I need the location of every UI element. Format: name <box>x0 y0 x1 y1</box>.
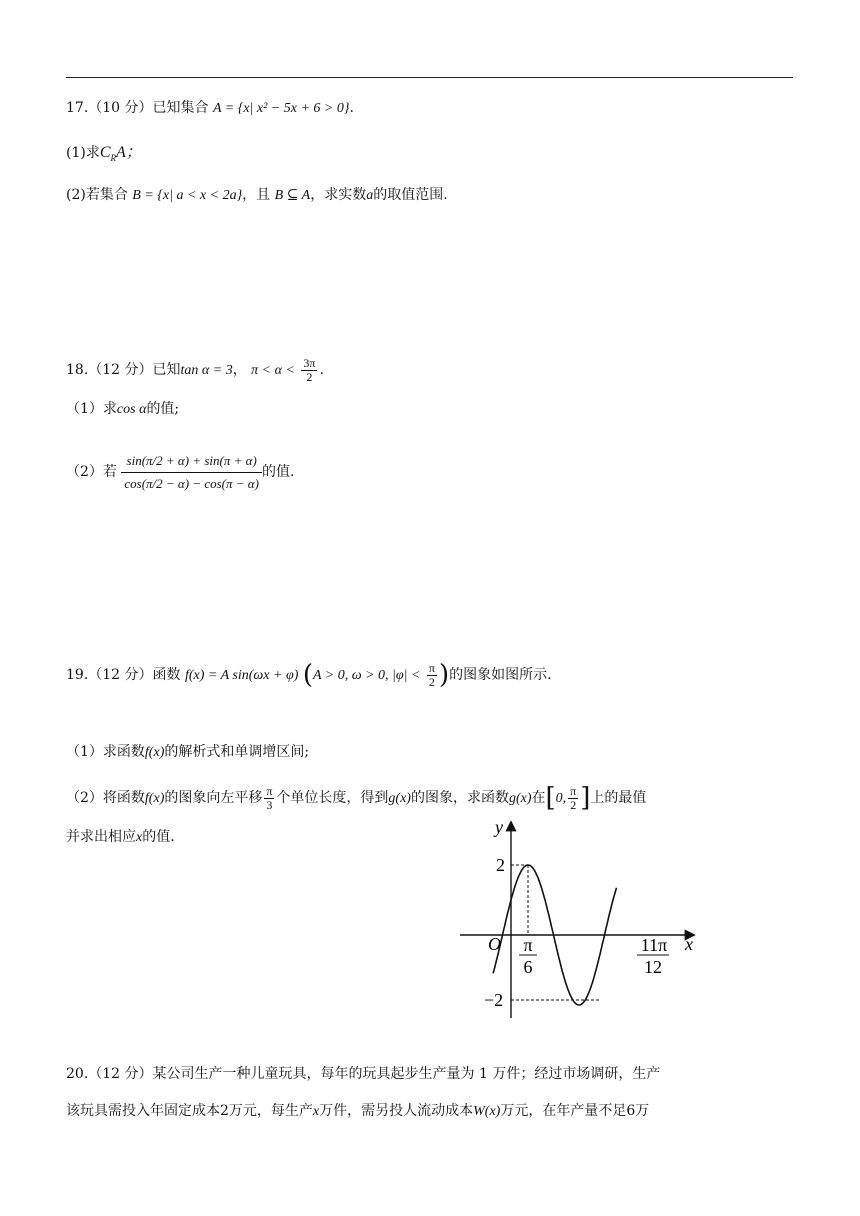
q17-complement: C <box>99 144 111 161</box>
y-min-label: −2 <box>484 990 504 1010</box>
q18-part1-prefix: （1）求 <box>66 401 117 417</box>
q19-shift-den: 3 <box>266 797 273 812</box>
q17-part1 <box>66 142 142 169</box>
q18-denominator: cos(π/2 − α) − cos(π − α) <box>124 475 259 491</box>
q19-header: 19.（12 分）函数 <box>66 667 181 683</box>
q19-part2: （2）将函数f(x)的图象向左平移 $\frac{\pi}{3}$ 个单位长度，得到g(x)的图象，求函数g(x)在[0, $\frac{\pi}{2}$ ]上的最值 <box>66 783 647 813</box>
q19-part1-prefix: （1）求函数 <box>66 744 145 760</box>
q18-part2-prefix: （2）若 <box>66 464 117 480</box>
q19-line2-prefix: 并求出相应 <box>66 829 136 845</box>
q19-part1-tail: 的解析式和单调增区间; <box>164 744 310 760</box>
q17-part2-tail: ，求实数 <box>310 187 367 203</box>
q17-part2-mid: ，且 <box>242 187 271 203</box>
q19-int-den: 2 <box>570 797 577 812</box>
q20-l2-x: x <box>312 1104 320 1119</box>
q20-l2-c: 万元，每生产 <box>228 1103 313 1119</box>
q17-part2 <box>66 184 448 207</box>
q17-var-a: a <box>366 188 374 203</box>
q20-line1: 20.（12 分）某公司生产一种儿童玩具，每年的玩具起步生产量为 1 万件；经过市场调研，生产 <box>66 1066 661 1082</box>
q19-cond-den: 2 <box>428 674 435 689</box>
q18-cos: cos α <box>116 402 147 417</box>
q19-part1-f: f(x) <box>144 745 165 760</box>
q19-line2-x: x <box>136 830 143 845</box>
q19-part2-mid3: 的图象，求函数 <box>410 790 509 806</box>
q19-part2-g2: g(x) <box>508 791 532 806</box>
q17-complement-sub: R <box>110 153 117 163</box>
x1-den-label: 6 <box>523 957 533 977</box>
q19-func: f(x) = A sin(ωx + φ) <box>184 668 299 683</box>
sine-graph <box>455 818 705 1023</box>
q19-shift-frac <box>264 785 274 812</box>
q17-part1-tail: A； <box>116 144 142 161</box>
q17-set-a: A = {x| x² − 5x + 6 > 0} <box>212 101 350 116</box>
q18-part2 <box>66 437 294 507</box>
q18-part2-tail: 的值. <box>261 464 295 480</box>
q18-part1-tail: 的值; <box>146 401 180 417</box>
q17-set-b: B = {x| a < x < 2a} <box>132 188 243 203</box>
x1-num-label: π <box>523 935 533 955</box>
x-axis-label: x <box>685 934 693 954</box>
y-max-label: 2 <box>496 855 505 875</box>
q18-big-fraction <box>121 450 262 495</box>
q20-l2-a: 该玩具需投入年固定成本 <box>66 1103 220 1119</box>
q19-part2-mid: 的图象向左平移 <box>164 790 263 806</box>
q20-l2-i: 万 <box>635 1103 650 1119</box>
y-axis-label: y <box>495 818 503 837</box>
origin-label: O <box>488 934 501 954</box>
q18-range-left: π < α < <box>251 363 295 378</box>
q19-cond-frac <box>427 662 437 689</box>
q19-part2-line2 <box>66 826 175 849</box>
q20-l2-e: 万件，需另投人流动成本 <box>319 1103 474 1119</box>
q19-cond: A > 0, ω > 0, |φ| < <box>312 668 421 683</box>
q17-subset: B ⊆ A <box>274 188 311 203</box>
q18-header: 18.（12 分）已知 <box>66 362 181 378</box>
q19-interval-frac <box>568 785 578 812</box>
q20-l2-b: 2 <box>220 1103 229 1119</box>
q19-shift-num: π <box>266 783 273 798</box>
q19-int-num: π <box>570 783 577 798</box>
q18-frac-den: 2 <box>306 369 313 384</box>
q19-line2-tail: 的值. <box>142 829 175 845</box>
q20-l2-w: W(x) <box>473 1104 501 1119</box>
q18-part1 <box>66 398 179 421</box>
q20-line2 <box>66 1100 649 1123</box>
q19-part2-prefix: （2）将函数 <box>66 790 145 806</box>
q17-header: 17.（10 分）已知集合 <box>66 100 209 116</box>
q18-numerator: sin(π/2 + α) + sin(π + α) <box>121 450 262 473</box>
q20-l2-g: 万元，在年产量不足 <box>500 1103 627 1119</box>
q17-part2-end: 的取值范围. <box>373 187 448 203</box>
x2-den-label: 12 <box>644 957 662 977</box>
q19-part1 <box>66 741 309 764</box>
q18-header-line <box>66 355 324 386</box>
q17-part2-prefix: (2)若集合 <box>66 187 128 203</box>
q17-part1-prefix: (1)求 <box>66 145 100 161</box>
q19-header-line: 19.（12 分）函数 f(x) = A sin(ωx + φ) (A > 0, ω > 0, |φ| < $\frac{\pi}{2}$ )的图象如图所示. <box>66 660 552 690</box>
q18-tan-cond: tan α = 3 <box>180 363 233 378</box>
q19-part2-end: 上的最值 <box>590 790 647 806</box>
q18-end: . <box>319 362 324 378</box>
q19-part2-g: g(x) <box>388 791 411 806</box>
q19-cond-num: π <box>428 660 435 675</box>
x2-num-label: 11π <box>640 935 668 955</box>
q18-range-frac <box>301 357 317 384</box>
q19-interval: 0, <box>555 791 567 806</box>
q19-part2-mid2: 个单位长度，得到 <box>276 790 389 806</box>
q17-header-line: 17.（10 分）已知集合 A = {x| x² − 5x + 6 > 0}. <box>66 100 354 116</box>
q19-tail: 的图象如图所示. <box>449 667 552 683</box>
q19-part2-f: f(x) <box>144 791 165 806</box>
q18-sep: ， <box>232 362 247 378</box>
q20-l2-h: 6 <box>626 1103 636 1119</box>
q19-part2-in: 在 <box>531 790 546 806</box>
q18-frac-num: 3π <box>303 355 316 370</box>
top-rule <box>66 77 793 78</box>
